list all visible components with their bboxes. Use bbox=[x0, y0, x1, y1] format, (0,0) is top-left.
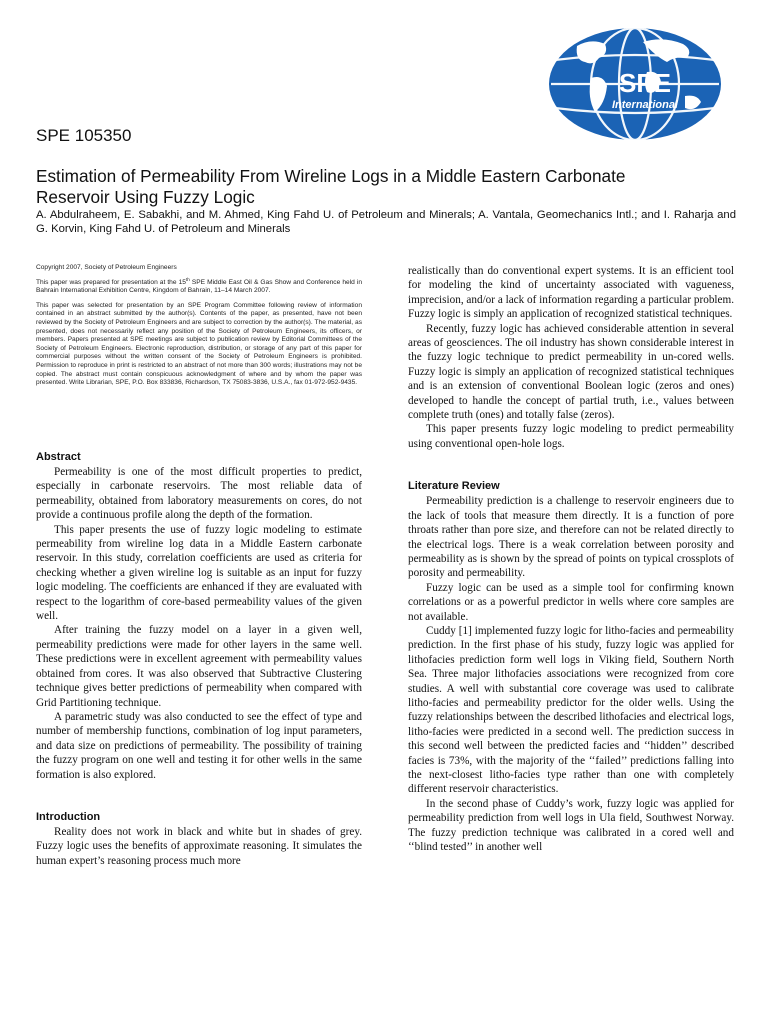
literature-paragraph: Cuddy [1] implemented fuzzy logic for litho-facies and permeability prediction. In the first phase of his study, fuzzy logic was applied for lithofacies prediction form well logs in Viking field, Southern North Sea. Three major lithofacies associations were recognized from core studies. A well with substantial core coverage was used to calibrate litho-facies and permeability predictor for the older wells. Using the fuzzy relationships between the described lithofacies and electrical logs, litho-facies were predicted in a second well. The prediction success in this second well between the predicted facies and ‘‘hidden’’ described facies is 73%, with the majority of the ‘‘failed’’ predictions falling into the next-closest litho-facies type rather than one with completely different reservoir characteristics. bbox=[408, 624, 734, 796]
paper-title bbox=[36, 166, 736, 208]
paper-title-line: Reservoir Using Fuzzy Logic bbox=[36, 187, 255, 207]
introduction-heading: Introduction bbox=[36, 810, 101, 823]
copyright-notice bbox=[36, 264, 362, 394]
presentation-note: This paper was prepared for presentation at the 15th SPE Middle East Oil & Gas Show and Conference held in Bahrain International Exhibition Centre, Kingdom of Bahrain, 11–14 March 2007. bbox=[36, 276, 362, 295]
literature-review-heading: Literature Review bbox=[408, 480, 500, 493]
author-list: A. Abdulraheem, E. Sabakhi, and M. Ahmed, King Fahd U. of Petroleum and Minerals; A. Vantala, Geomechanics Intl.; and I. Raharja and G. Korvin, King Fahd U. of Petroleum and Minerals bbox=[36, 209, 736, 235]
abstract-paragraph: This paper presents the use of fuzzy logic modeling to estimate permeability from wireline log data in a Middle Eastern carbonate reservoir. In this study, correlation coefficients are used as criteria for checking whether a given wireline log is suitable as an input for fuzzy logic modeling. The coefficients are enhanced if they are evaluated with respect to the logarithm of core-based permeability values of the given well. bbox=[36, 523, 362, 623]
logo-sub-text: International bbox=[611, 99, 679, 111]
logo-main-text: SPE bbox=[618, 68, 672, 98]
introduction-paragraph: Reality does not work in black and white but in shades of grey. Fuzzy logic uses the benefits of approximate reasoning. It simulates the human expert’s reasoning process much more bbox=[36, 825, 362, 867]
literature-paragraph: Fuzzy logic can be used as a simple tool for confirming known correlations or as a powerful predictor in wells where core samples are not available. bbox=[408, 581, 734, 623]
introduction-paragraph: realistically than do conventional expert systems. It is an efficient tool for modeling the kind of uncertainty associated with vagueness, imprecision, and/or a lack of information regarding a particular problem. Fuzzy logic is simply an application of recognized statistical techniques. bbox=[408, 265, 734, 321]
globe-icon bbox=[547, 26, 727, 142]
spe-international-logo bbox=[547, 26, 727, 142]
review-disclaimer: This paper was selected for presentation by an SPE Program Committee following review of information contained in an abstract submitted by the author(s). Contents of the paper, as presented, have not been reviewed by the Society of Petroleum Engineers and are subject to correction by the author(s). The material, as presented, does not necessarily reflect any position of the Society of Petroleum Engineers, its officers, or members. Papers presented at SPE meetings are subject to publication review by Editorial Committees of the Society of Petroleum Engineers. Electronic reproduction, distribution, or storage of any part of this paper for commercial purposes without the written consent of the Society of Petroleum Engineers is prohibited. Permission to reproduce in print is restricted to an abstract of not more than 300 words; illustrations may not be copied. The abstract must contain conspicuous acknowledgment of where and by whom the paper was presented. Write Librarian, SPE, P.O. Box 833836, Richardson, TX 75083-3836, U.S.A., fax 01-972-952-9435. bbox=[36, 301, 362, 387]
abstract-paragraph: Permeability is one of the most difficult properties to predict, especially in carbonate reservoirs. The most reliable data of permeability, obtained from laboratory measurements on cores, do not provide a continuous profile along the depth of the formation. bbox=[36, 466, 362, 522]
introduction-paragraph: This paper presents fuzzy logic modeling to predict permeability using conventional open-hole logs. bbox=[408, 423, 734, 450]
abstract-paragraph: A parametric study was also conducted to see the effect of type and number of membership functions, combination of log input parameters, and data size on predictions of permeability. The possibility of training the fuzzy program on one well and testing it for other wells in the same formation is also explored. bbox=[36, 710, 362, 781]
abstract-heading: Abstract bbox=[36, 451, 81, 463]
literature-paragraph: Permeability prediction is a challenge to reservoir engineers due to the lack of tools that measure them directly. It is a function of pore throats rather than pore size, and therefore can not be related directly to the electrical logs. There is a weak correlation between porosity and permeability as is shown by the spread of points on typical crossplots of porosity and permeability. bbox=[408, 495, 734, 580]
paper-title-line: Estimation of Permeability From Wireline Logs in a Middle Eastern Carbonate bbox=[36, 166, 626, 186]
left-column bbox=[36, 450, 362, 868]
abstract-paragraph: After training the fuzzy model on a layer in a given well, permeability predictions were made for other layers in the same well. These predictions were in excellent agreement with permeability values obtained from cores. It was also observed that Subtractive Clustering technique gives better predictions of permeability when compared with Grid Partitioning technique. bbox=[36, 624, 362, 709]
copyright-line: Copyright 2007, Society of Petroleum Engineers bbox=[36, 264, 177, 271]
introduction-paragraph: Recently, fuzzy logic has achieved considerable attention in several areas of geosciences. The oil industry has shown considerable interest in the fuzzy logic technique to predict permeability in un-cored wells. Fuzzy logic is simply an application of recognized statistical techniques and is an extension of conventional Boolean logic (zeros and ones) developed to handle the concept of partial truth, i.e., values between complete truth (ones) and totally false (zeros). bbox=[408, 322, 734, 422]
right-column bbox=[408, 264, 734, 854]
literature-paragraph: In the second phase of Cuddy’s work, fuzzy logic was applied for permeability prediction from well logs in Ula field, Southwest Norway. The fuzzy prediction technique was calibrated in a cored well and ‘‘blind tested’’ in another well bbox=[408, 797, 734, 854]
paper-id: SPE 105350 bbox=[36, 126, 132, 145]
